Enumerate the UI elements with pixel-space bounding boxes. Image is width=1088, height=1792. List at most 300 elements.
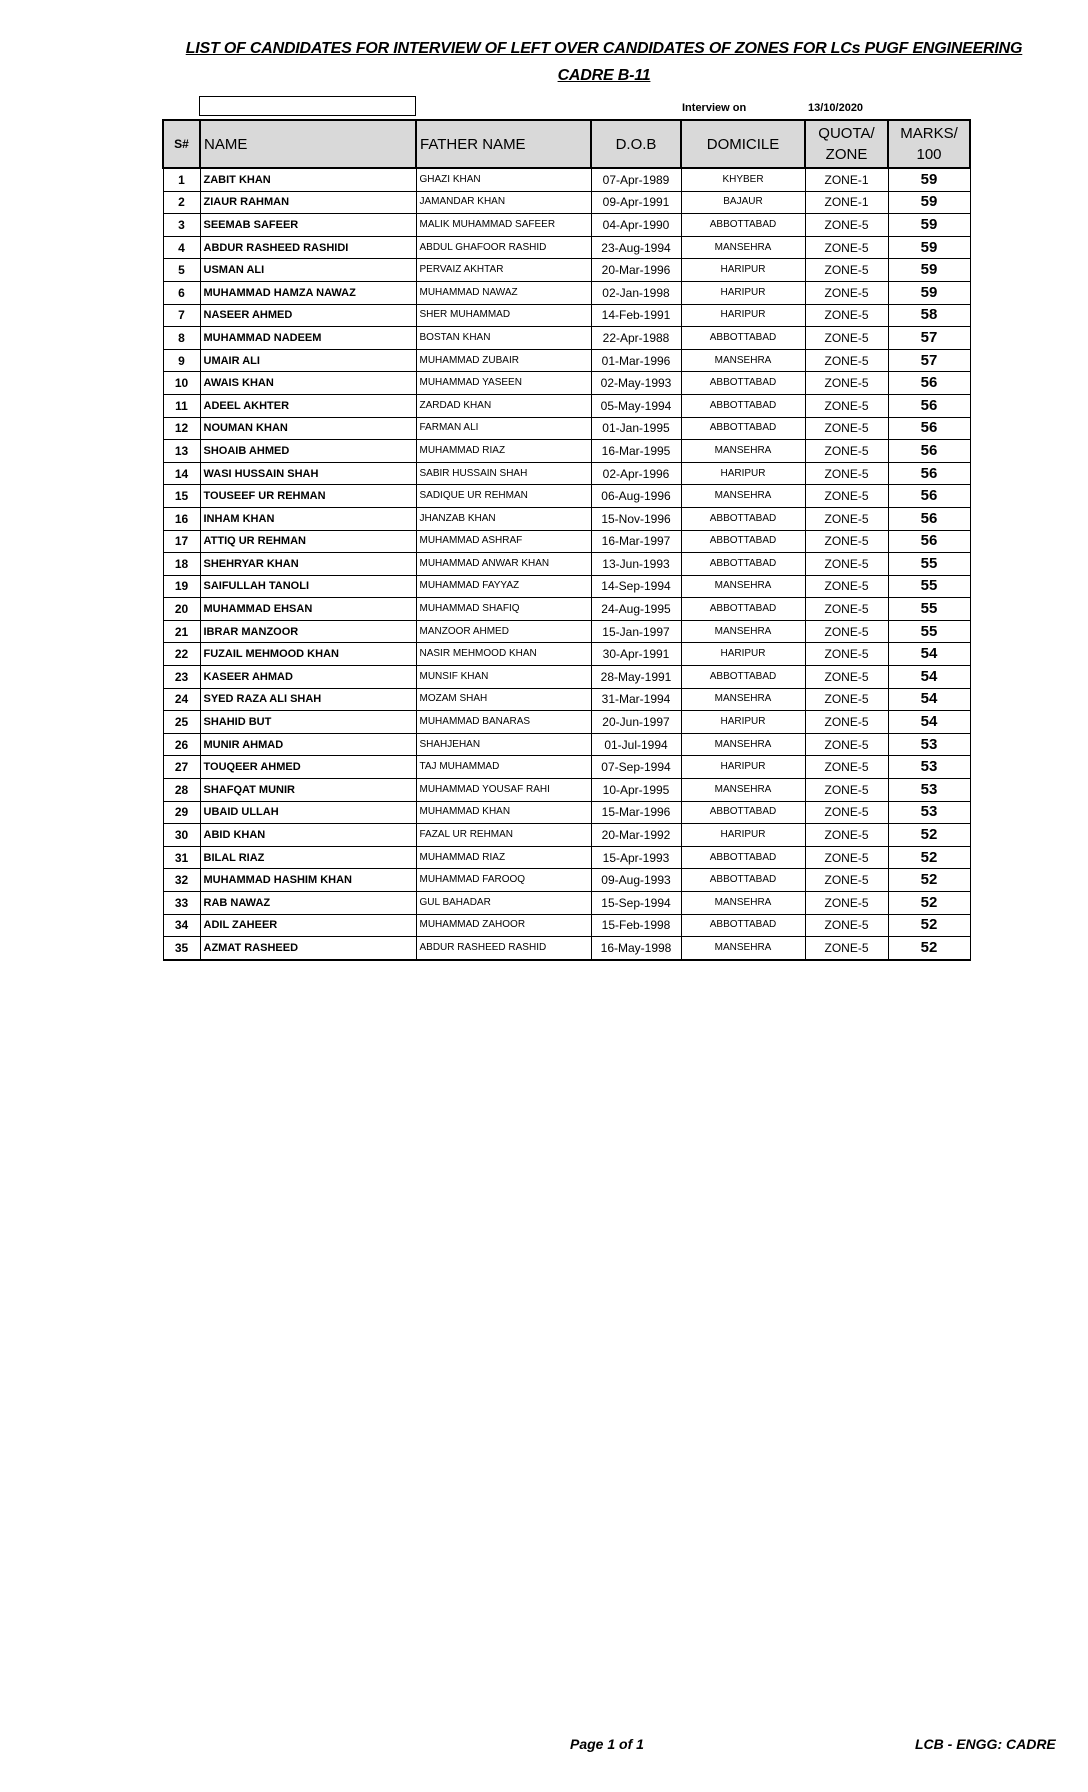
cell-sn: 26 <box>163 733 200 756</box>
cell-marks: 59 <box>888 236 970 259</box>
table-row <box>163 779 970 802</box>
table-row <box>163 824 970 847</box>
cell-dob: 15-Sep-1994 <box>591 892 681 915</box>
col-header-marks <box>888 120 970 168</box>
cell-zone: ZONE-5 <box>805 824 888 847</box>
table-row <box>163 281 970 304</box>
cell-name: TOUSEEF UR REHMAN <box>200 485 416 508</box>
cell-father-name: MUHAMMAD NAWAZ <box>416 281 591 304</box>
cell-domicile: MANSEHRA <box>681 349 805 372</box>
cell-marks: 52 <box>888 937 970 960</box>
cell-marks: 59 <box>888 168 970 191</box>
cell-father-name: BOSTAN KHAN <box>416 327 591 350</box>
cell-dob: 24-Aug-1995 <box>591 598 681 621</box>
cell-sn: 35 <box>163 937 200 960</box>
cell-marks: 56 <box>888 440 970 463</box>
cell-name: ZABIT KHAN <box>200 168 416 191</box>
cell-domicile: KHYBER <box>681 168 805 191</box>
table-row <box>163 598 970 621</box>
cell-name: MUHAMMAD HAMZA NAWAZ <box>200 281 416 304</box>
cell-zone: ZONE-5 <box>805 598 888 621</box>
cell-name: AWAIS KHAN <box>200 372 416 395</box>
cell-marks: 54 <box>888 711 970 734</box>
cell-name: SHOAIB AHMED <box>200 440 416 463</box>
cell-domicile: HARIPUR <box>681 711 805 734</box>
cell-name: UMAIR ALI <box>200 349 416 372</box>
cell-sn: 28 <box>163 779 200 802</box>
cell-name: SEEMAB SAFEER <box>200 214 416 237</box>
table-row <box>163 191 970 214</box>
cell-sn: 11 <box>163 394 200 417</box>
cell-domicile: MANSEHRA <box>681 236 805 259</box>
cell-marks: 59 <box>888 214 970 237</box>
cell-dob: 15-Nov-1996 <box>591 507 681 530</box>
cell-name: ABDUR RASHEED RASHIDI <box>200 236 416 259</box>
cell-zone: ZONE-5 <box>805 327 888 350</box>
cell-zone: ZONE-5 <box>805 937 888 960</box>
cell-dob: 31-Mar-1994 <box>591 688 681 711</box>
cell-sn: 31 <box>163 846 200 869</box>
cell-name: NASEER AHMED <box>200 304 416 327</box>
col-header-name: NAME <box>200 120 416 168</box>
cell-sn: 8 <box>163 327 200 350</box>
table-row <box>163 733 970 756</box>
cell-name: WASI HUSSAIN SHAH <box>200 462 416 485</box>
table-row <box>163 168 970 191</box>
cell-domicile: BAJAUR <box>681 191 805 214</box>
cell-dob: 01-Jul-1994 <box>591 733 681 756</box>
cell-sn: 5 <box>163 259 200 282</box>
cell-dob: 23-Aug-1994 <box>591 236 681 259</box>
cell-zone: ZONE-5 <box>805 643 888 666</box>
cell-dob: 02-Apr-1996 <box>591 462 681 485</box>
cell-father-name: MUHAMMAD ANWAR KHAN <box>416 553 591 576</box>
cell-marks: 56 <box>888 462 970 485</box>
col-header-quota <box>805 120 888 168</box>
cell-zone: ZONE-5 <box>805 485 888 508</box>
cell-name: SYED RAZA ALI SHAH <box>200 688 416 711</box>
cell-dob: 01-Jan-1995 <box>591 417 681 440</box>
col-header-dob: D.O.B <box>591 120 681 168</box>
cell-domicile: ABBOTTABAD <box>681 394 805 417</box>
cell-zone: ZONE-5 <box>805 214 888 237</box>
cell-marks: 56 <box>888 507 970 530</box>
cell-sn: 2 <box>163 191 200 214</box>
cell-zone: ZONE-5 <box>805 756 888 779</box>
cell-zone: ZONE-5 <box>805 349 888 372</box>
table-row <box>163 846 970 869</box>
cell-father-name: MANZOOR AHMED <box>416 620 591 643</box>
cell-zone: ZONE-1 <box>805 168 888 191</box>
cell-father-name: PERVAIZ AKHTAR <box>416 259 591 282</box>
cell-sn: 20 <box>163 598 200 621</box>
cell-father-name: ZARDAD KHAN <box>416 394 591 417</box>
cell-name: IBRAR MANZOOR <box>200 620 416 643</box>
cell-dob: 02-May-1993 <box>591 372 681 395</box>
table-body <box>163 168 970 960</box>
cell-domicile: ABBOTTABAD <box>681 846 805 869</box>
cell-marks: 57 <box>888 349 970 372</box>
cell-domicile: HARIPUR <box>681 756 805 779</box>
cell-dob: 13-Jun-1993 <box>591 553 681 576</box>
table-row <box>163 259 970 282</box>
table-row <box>163 485 970 508</box>
cell-name: INHAM KHAN <box>200 507 416 530</box>
cell-dob: 05-May-1994 <box>591 394 681 417</box>
cell-father-name: FAZAL UR REHMAN <box>416 824 591 847</box>
blank-header-box <box>199 96 416 116</box>
cell-zone: ZONE-5 <box>805 372 888 395</box>
cell-zone: ZONE-5 <box>805 846 888 869</box>
cell-name: ADIL ZAHEER <box>200 914 416 937</box>
cell-dob: 20-Mar-1996 <box>591 259 681 282</box>
table-row <box>163 620 970 643</box>
col-header-marks-line2: 100 <box>916 146 942 163</box>
cell-name: ZIAUR RAHMAN <box>200 191 416 214</box>
table-row <box>163 937 970 960</box>
cell-zone: ZONE-5 <box>805 869 888 892</box>
cell-father-name: MUHAMMAD ASHRAF <box>416 530 591 553</box>
cell-marks: 56 <box>888 417 970 440</box>
cell-sn: 18 <box>163 553 200 576</box>
table-row <box>163 643 970 666</box>
cell-name: USMAN ALI <box>200 259 416 282</box>
cell-father-name: MUHAMMAD YOUSAF RAHI <box>416 779 591 802</box>
table-row <box>163 711 970 734</box>
cell-zone: ZONE-5 <box>805 394 888 417</box>
cell-father-name: MUHAMMAD YASEEN <box>416 372 591 395</box>
cell-sn: 24 <box>163 688 200 711</box>
cell-marks: 59 <box>888 281 970 304</box>
cell-marks: 57 <box>888 327 970 350</box>
cell-dob: 16-May-1998 <box>591 937 681 960</box>
cell-father-name: SADIQUE UR REHMAN <box>416 485 591 508</box>
cell-dob: 16-Mar-1995 <box>591 440 681 463</box>
cell-father-name: MALIK MUHAMMAD SAFEER <box>416 214 591 237</box>
cell-dob: 15-Apr-1993 <box>591 846 681 869</box>
cell-zone: ZONE-5 <box>805 688 888 711</box>
cell-father-name: SHER MUHAMMAD <box>416 304 591 327</box>
cell-domicile: ABBOTTABAD <box>681 666 805 689</box>
cell-name: TOUQEER AHMED <box>200 756 416 779</box>
cell-father-name: NASIR MEHMOOD KHAN <box>416 643 591 666</box>
cell-marks: 54 <box>888 643 970 666</box>
cell-domicile: HARIPUR <box>681 304 805 327</box>
table-row <box>163 440 970 463</box>
cell-domicile: ABBOTTABAD <box>681 372 805 395</box>
candidates-table <box>162 119 971 961</box>
table-row <box>163 801 970 824</box>
cell-name: KASEER AHMAD <box>200 666 416 689</box>
cell-dob: 28-May-1991 <box>591 666 681 689</box>
cell-sn: 29 <box>163 801 200 824</box>
table-row <box>163 507 970 530</box>
cell-name: MUNIR AHMAD <box>200 733 416 756</box>
cell-domicile: HARIPUR <box>681 824 805 847</box>
cell-dob: 09-Apr-1991 <box>591 191 681 214</box>
cell-name: ATTIQ UR REHMAN <box>200 530 416 553</box>
cell-name: SHEHRYAR KHAN <box>200 553 416 576</box>
table-row <box>163 530 970 553</box>
cell-domicile: ABBOTTABAD <box>681 214 805 237</box>
cell-marks: 55 <box>888 620 970 643</box>
cell-domicile: HARIPUR <box>681 259 805 282</box>
cell-domicile: MANSEHRA <box>681 440 805 463</box>
cell-sn: 27 <box>163 756 200 779</box>
table-row <box>163 349 970 372</box>
cell-name: RAB NAWAZ <box>200 892 416 915</box>
cell-sn: 17 <box>163 530 200 553</box>
cell-father-name: MOZAM SHAH <box>416 688 591 711</box>
cell-father-name: MUHAMMAD ZAHOOR <box>416 914 591 937</box>
cell-marks: 56 <box>888 530 970 553</box>
cell-sn: 30 <box>163 824 200 847</box>
cell-sn: 33 <box>163 892 200 915</box>
cell-zone: ZONE-5 <box>805 507 888 530</box>
col-header-marks-line1: MARKS/ <box>900 125 958 142</box>
cell-sn: 23 <box>163 666 200 689</box>
table-row <box>163 869 970 892</box>
cell-marks: 53 <box>888 756 970 779</box>
cell-father-name: FARMAN ALI <box>416 417 591 440</box>
cell-name: ADEEL AKHTER <box>200 394 416 417</box>
cell-marks: 59 <box>888 259 970 282</box>
cell-domicile: ABBOTTABAD <box>681 553 805 576</box>
table-row <box>163 666 970 689</box>
col-header-quota-line2: ZONE <box>825 146 868 163</box>
cell-marks: 56 <box>888 394 970 417</box>
cell-sn: 32 <box>163 869 200 892</box>
cell-sn: 16 <box>163 507 200 530</box>
cell-father-name: MUHAMMAD RIAZ <box>416 846 591 869</box>
table-row <box>163 575 970 598</box>
table-row <box>163 417 970 440</box>
table-row <box>163 304 970 327</box>
cell-sn: 9 <box>163 349 200 372</box>
cell-name: AZMAT RASHEED <box>200 937 416 960</box>
cell-father-name: MUHAMMAD ZUBAIR <box>416 349 591 372</box>
cell-marks: 53 <box>888 733 970 756</box>
cell-name: SAIFULLAH TANOLI <box>200 575 416 598</box>
cell-domicile: MANSEHRA <box>681 575 805 598</box>
page-title: LIST OF CANDIDATES FOR INTERVIEW OF LEFT OVER CANDIDATES OF ZONES FOR LCs PUGF ENGINEERING <box>185 40 1023 57</box>
cell-dob: 15-Mar-1996 <box>591 801 681 824</box>
col-header-quota-line1: QUOTA/ <box>818 125 875 142</box>
cell-zone: ZONE-5 <box>805 259 888 282</box>
cell-zone: ZONE-5 <box>805 801 888 824</box>
cell-sn: 4 <box>163 236 200 259</box>
cell-sn: 3 <box>163 214 200 237</box>
page-subtitle: CADRE B-11 <box>557 67 651 84</box>
cell-zone: ZONE-5 <box>805 440 888 463</box>
cell-domicile: HARIPUR <box>681 462 805 485</box>
cell-domicile: MANSEHRA <box>681 892 805 915</box>
cell-marks: 54 <box>888 666 970 689</box>
cell-zone: ZONE-5 <box>805 892 888 915</box>
table-row <box>163 914 970 937</box>
cell-name: MUHAMMAD HASHIM KHAN <box>200 869 416 892</box>
cell-dob: 30-Apr-1991 <box>591 643 681 666</box>
cell-sn: 10 <box>163 372 200 395</box>
cell-marks: 55 <box>888 553 970 576</box>
cell-sn: 19 <box>163 575 200 598</box>
cell-sn: 12 <box>163 417 200 440</box>
cell-domicile: MANSEHRA <box>681 688 805 711</box>
cell-zone: ZONE-5 <box>805 417 888 440</box>
cell-dob: 04-Apr-1990 <box>591 214 681 237</box>
cell-zone: ZONE-5 <box>805 620 888 643</box>
cell-father-name: MUHAMMAD SHAFIQ <box>416 598 591 621</box>
cell-marks: 53 <box>888 779 970 802</box>
col-header-father: FATHER NAME <box>416 120 591 168</box>
cell-domicile: ABBOTTABAD <box>681 417 805 440</box>
cell-marks: 52 <box>888 824 970 847</box>
cell-marks: 56 <box>888 372 970 395</box>
cell-dob: 20-Jun-1997 <box>591 711 681 734</box>
cell-dob: 02-Jan-1998 <box>591 281 681 304</box>
cell-domicile: ABBOTTABAD <box>681 507 805 530</box>
cell-marks: 55 <box>888 598 970 621</box>
cell-father-name: MUHAMMAD FAYYAZ <box>416 575 591 598</box>
cell-father-name: MUHAMMAD RIAZ <box>416 440 591 463</box>
table-row <box>163 394 970 417</box>
table-row <box>163 327 970 350</box>
cell-domicile: MANSEHRA <box>681 620 805 643</box>
cell-zone: ZONE-5 <box>805 733 888 756</box>
cell-name: MUHAMMAD NADEEM <box>200 327 416 350</box>
cell-zone: ZONE-5 <box>805 462 888 485</box>
cell-name: BILAL RIAZ <box>200 846 416 869</box>
interview-label: Interview on <box>682 102 747 114</box>
table-row <box>163 236 970 259</box>
cell-sn: 14 <box>163 462 200 485</box>
cell-father-name: SHAHJEHAN <box>416 733 591 756</box>
interview-date: 13/10/2020 <box>808 102 864 114</box>
col-header-sn: S# <box>163 120 200 168</box>
cell-name: MUHAMMAD EHSAN <box>200 598 416 621</box>
cell-dob: 07-Sep-1994 <box>591 756 681 779</box>
cell-zone: ZONE-5 <box>805 236 888 259</box>
cell-dob: 15-Feb-1998 <box>591 914 681 937</box>
cell-domicile: ABBOTTABAD <box>681 869 805 892</box>
cell-sn: 22 <box>163 643 200 666</box>
cell-name: ABID KHAN <box>200 824 416 847</box>
cell-sn: 15 <box>163 485 200 508</box>
cell-dob: 16-Mar-1997 <box>591 530 681 553</box>
cell-name: UBAID ULLAH <box>200 801 416 824</box>
table-row <box>163 892 970 915</box>
cell-name: SHAHID BUT <box>200 711 416 734</box>
cell-father-name: MUNSIF KHAN <box>416 666 591 689</box>
table-header <box>163 120 970 168</box>
cell-zone: ZONE-5 <box>805 914 888 937</box>
cell-marks: 52 <box>888 846 970 869</box>
cell-domicile: ABBOTTABAD <box>681 327 805 350</box>
cell-marks: 52 <box>888 892 970 915</box>
cell-dob: 01-Mar-1996 <box>591 349 681 372</box>
cell-zone: ZONE-5 <box>805 575 888 598</box>
cell-domicile: MANSEHRA <box>681 937 805 960</box>
cell-marks: 52 <box>888 869 970 892</box>
cell-marks: 53 <box>888 801 970 824</box>
table-row <box>163 688 970 711</box>
footer-cadre: LCB - ENGG: CADRE <box>915 1736 1056 1752</box>
cell-marks: 54 <box>888 688 970 711</box>
cell-sn: 13 <box>163 440 200 463</box>
cell-sn: 21 <box>163 620 200 643</box>
cell-dob: 07-Apr-1989 <box>591 168 681 191</box>
cell-domicile: ABBOTTABAD <box>681 598 805 621</box>
cell-zone: ZONE-5 <box>805 281 888 304</box>
cell-father-name: ABDUR RASHEED RASHID <box>416 937 591 960</box>
table-row <box>163 214 970 237</box>
footer-page-number: Page 1 of 1 <box>570 1736 644 1752</box>
table-row <box>163 553 970 576</box>
cell-father-name: ABDUL GHAFOOR RASHID <box>416 236 591 259</box>
cell-sn: 34 <box>163 914 200 937</box>
cell-father-name: GUL BAHADAR <box>416 892 591 915</box>
cell-dob: 20-Mar-1992 <box>591 824 681 847</box>
cell-dob: 09-Aug-1993 <box>591 869 681 892</box>
cell-zone: ZONE-5 <box>805 711 888 734</box>
table-row <box>163 756 970 779</box>
table-row <box>163 372 970 395</box>
cell-zone: ZONE-5 <box>805 553 888 576</box>
cell-zone: ZONE-5 <box>805 304 888 327</box>
cell-dob: 22-Apr-1988 <box>591 327 681 350</box>
cell-marks: 58 <box>888 304 970 327</box>
cell-name: NOUMAN KHAN <box>200 417 416 440</box>
cell-zone: ZONE-1 <box>805 191 888 214</box>
cell-marks: 55 <box>888 575 970 598</box>
cell-sn: 1 <box>163 168 200 191</box>
cell-father-name: SABIR HUSSAIN SHAH <box>416 462 591 485</box>
cell-domicile: HARIPUR <box>681 281 805 304</box>
cell-domicile: HARIPUR <box>681 643 805 666</box>
cell-domicile: ABBOTTABAD <box>681 530 805 553</box>
cell-domicile: MANSEHRA <box>681 485 805 508</box>
cell-zone: ZONE-5 <box>805 779 888 802</box>
cell-dob: 15-Jan-1997 <box>591 620 681 643</box>
cell-domicile: ABBOTTABAD <box>681 914 805 937</box>
cell-sn: 6 <box>163 281 200 304</box>
cell-marks: 56 <box>888 485 970 508</box>
cell-father-name: GHAZI KHAN <box>416 168 591 191</box>
table-row <box>163 462 970 485</box>
cell-dob: 14-Feb-1991 <box>591 304 681 327</box>
cell-dob: 10-Apr-1995 <box>591 779 681 802</box>
cell-zone: ZONE-5 <box>805 530 888 553</box>
cell-father-name: MUHAMMAD FAROOQ <box>416 869 591 892</box>
cell-domicile: MANSEHRA <box>681 733 805 756</box>
cell-dob: 14-Sep-1994 <box>591 575 681 598</box>
cell-father-name: MUHAMMAD BANARAS <box>416 711 591 734</box>
cell-father-name: MUHAMMAD KHAN <box>416 801 591 824</box>
cell-zone: ZONE-5 <box>805 666 888 689</box>
cell-name: FUZAIL MEHMOOD KHAN <box>200 643 416 666</box>
cell-marks: 52 <box>888 914 970 937</box>
cell-sn: 25 <box>163 711 200 734</box>
cell-father-name: JHANZAB KHAN <box>416 507 591 530</box>
cell-father-name: JAMANDAR KHAN <box>416 191 591 214</box>
cell-father-name: TAJ MUHAMMAD <box>416 756 591 779</box>
col-header-domicile: DOMICILE <box>681 120 805 168</box>
cell-domicile: ABBOTTABAD <box>681 801 805 824</box>
cell-dob: 06-Aug-1996 <box>591 485 681 508</box>
cell-sn: 7 <box>163 304 200 327</box>
cell-domicile: MANSEHRA <box>681 779 805 802</box>
cell-marks: 59 <box>888 191 970 214</box>
